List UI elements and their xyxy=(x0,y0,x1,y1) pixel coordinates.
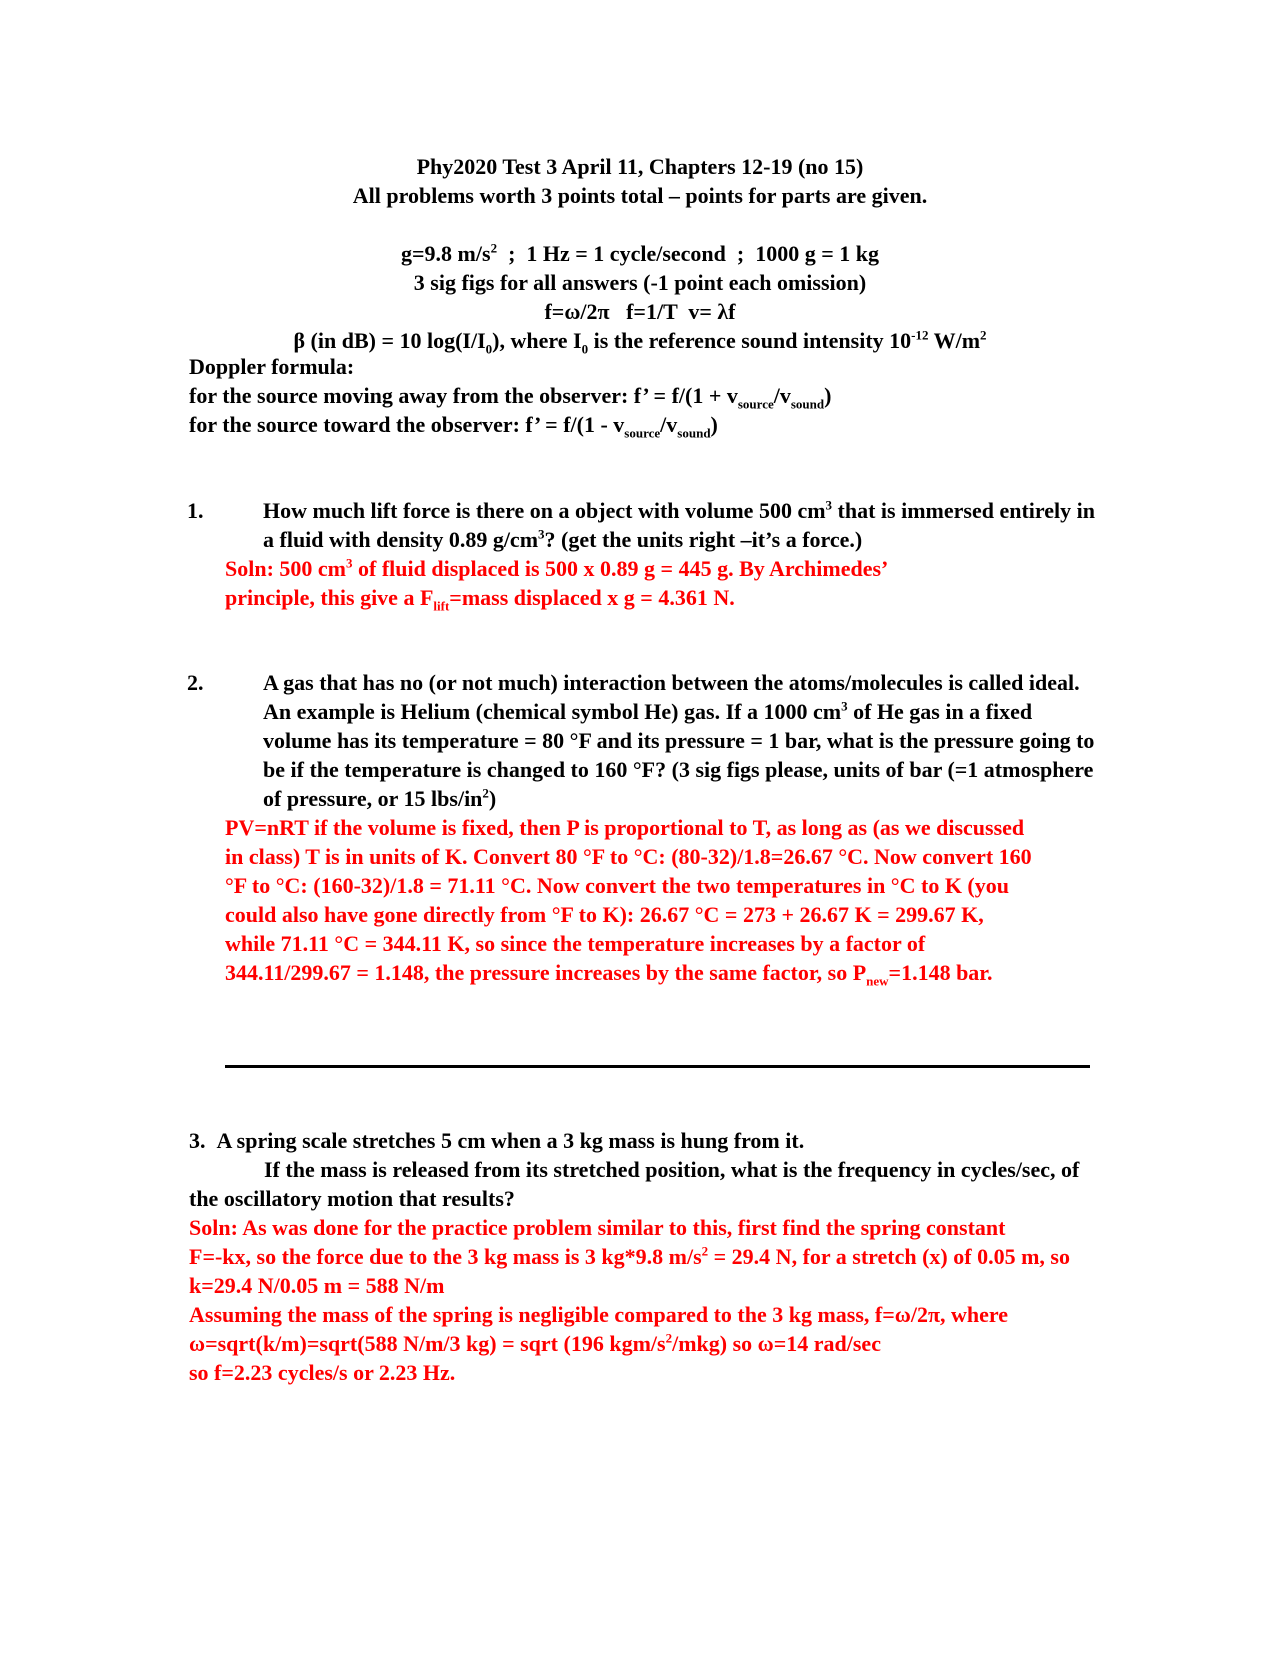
doppler-block xyxy=(189,352,1089,439)
question-3-solution xyxy=(189,1213,1089,1387)
question-3-line-2: If the mass is released from its stretched position, what is the frequency in cycles/sec, of the oscillatory motion that results? xyxy=(189,1157,1080,1211)
doppler-title: Doppler formula: xyxy=(189,354,355,379)
question-2 xyxy=(187,668,1095,989)
doppler-toward: for the source toward the observer: f’ = $f/(1 - v_{source}/v_{sound})$ xyxy=(189,412,718,441)
subtitle-line: All problems worth 3 points total – points for parts are given. xyxy=(352,183,928,208)
question-3-solution-1: Soln: As was done for the practice problem similar to this, first find the spring constant xyxy=(189,1215,1006,1240)
title-line: Phy2020 Test 3 April 11, Chapters 12-19 (no 15) xyxy=(416,154,864,179)
question-1-number: 1. xyxy=(187,498,204,523)
question-3-solution-2: F=-kx, so the force due to the 3 kg mass is 3 kg*9.8 $m/s^2 = 29.4$ N, for a stretch (x) of 0.05 m, so k=29.4 N/0.05 m = 588 N/m xyxy=(189,1243,1070,1298)
constants-line-3: f=ω/2π f=1/T v= λf xyxy=(544,299,736,324)
header xyxy=(0,152,1280,210)
question-2-text: 2. A gas that has no (or not much) interaction between the atoms/molecules is called ideal. An example is Helium (chemical symbol He) gas. If a 1000 $cm^3$ of He gas in a fixed volume has its temperature = 80 °F and its pressure = 1 bar, what is the pressure going to be if the temperature is changed to 160 °F? (3 sig figs please, units of bar (=1 atmosphere of pressure, or 15 lbs/$in^2$) xyxy=(187,670,1095,811)
constants-line-1: g=9.8 $m/s^2$ ; 1 Hz = 1 cycle/second ; 1000 g = 1 kg xyxy=(401,240,879,266)
question-2-solution: PV=nRT if the volume is fixed, then P is proportional to T, as long as (as we discussed in class) T is in units of K. Convert 80 °F to °C: (80-32)/1.8=26.67 °C. Now convert 160 °F to °C: (160-32)/1.8 = 71.11 °C. Now convert the two temperatures in °C to K (you could also have gone directly from °F to K): 26.67 °C = 273 + 26.67 K = 299.67 K, while 71.11 °C = 344.11 K, so since the temperature increases by a factor of 344.11/299.67 = 1.148, the pressure increases by the same factor, so $P_{new}=1.148$ bar. xyxy=(225,815,1032,989)
constants-line-2: 3 sig figs for all answers (-1 point each omission) xyxy=(413,270,867,295)
doppler-away: for the source moving away from the observer: f’ = $f/(1 + v_{source}/v_{sound})$ xyxy=(189,383,832,412)
question-1 xyxy=(187,496,1095,614)
question-3-number: 3. xyxy=(189,1128,206,1153)
question-1-solution: Soln: 500 $cm^3$ of fluid displaced is 500 x 0.89 g = 445 g. By Archimedes’ principle, this give a $F_{lift}=mass$ displaced x g = 4.361 N. xyxy=(225,555,887,614)
constants-line-4: β (in dB) = 10 $\log(I/I_0)$, where $I_0$ is the reference sound intensity $10^{-12}$ $W/m^2$ xyxy=(293,327,987,357)
constants-block xyxy=(0,239,1280,355)
question-3 xyxy=(189,1126,1089,1387)
question-3-solution-4: so f=2.23 cycles/s or 2.23 Hz. xyxy=(189,1360,456,1385)
section-divider xyxy=(225,1065,1090,1068)
question-3-line-1: 3. A spring scale stretches 5 cm when a 3 kg mass is hung from it. xyxy=(189,1128,805,1153)
question-1-text: 1. How much lift force is there on a object with volume 500 $cm^3$ that is immersed entirely in a fluid with density 0.89 $g/cm^3$? (get the units right –it’s a force.) xyxy=(187,497,1095,552)
question-2-number: 2. xyxy=(187,670,204,695)
question-3-solution-3: Assuming the mass of the spring is negligible compared to the 3 kg mass, f=ω/2π, where ω=sqrt(k/m)=sqrt(588 N/m/3 kg) = sqrt (196 kgm/$s^2/mkg$) so ω=14 rad/sec xyxy=(189,1302,1009,1356)
